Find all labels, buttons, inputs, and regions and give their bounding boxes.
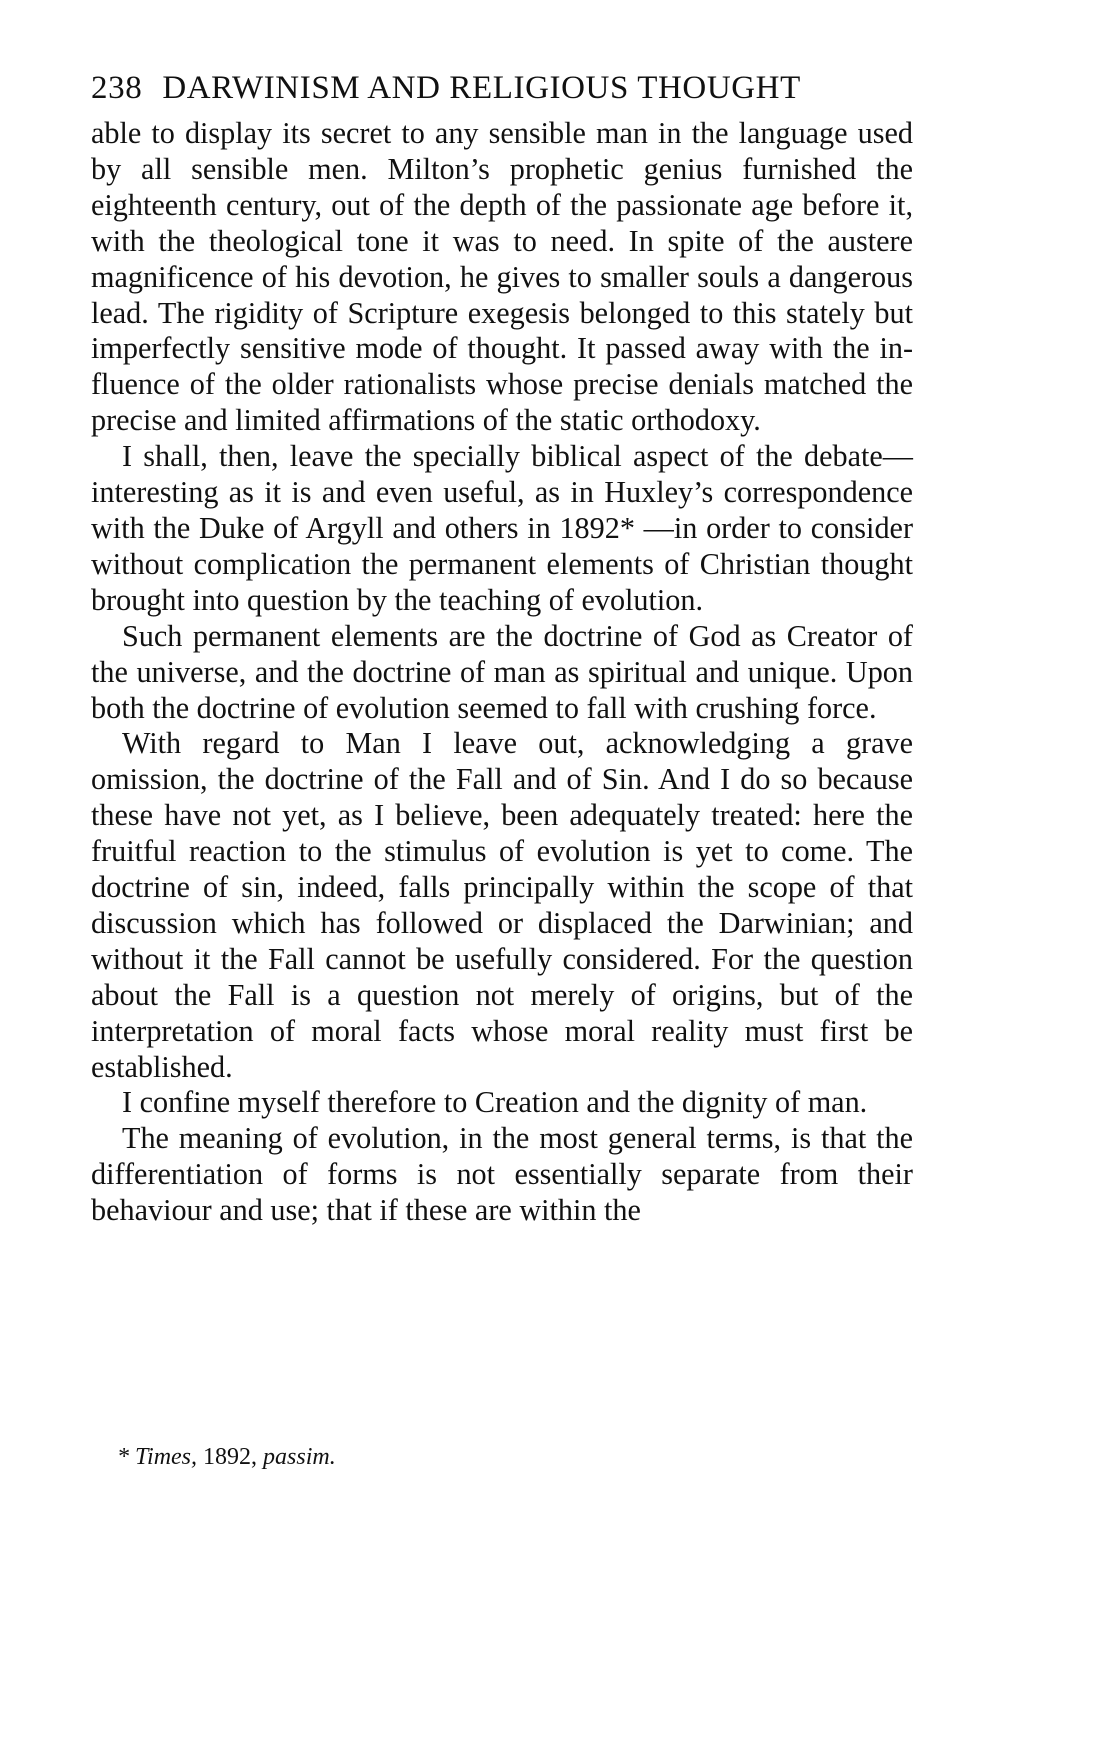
body-paragraph-permanent-elements: Such permanent elements are the doctrine of God as Creator of the universe, and the doctrine of man as spiritual and unique. Upon both the doctrine of evolution seemed to fall with crushing force. (91, 618, 913, 725)
footnote (117, 1442, 336, 1472)
body-paragraph-meaning-of-evolution: The meaning of evolution, in the most general terms, is that the differentiation of forms is not essentially separate from their behaviour and use; that if these are within the (91, 1121, 913, 1228)
footnote-source: Times, (135, 1444, 198, 1470)
footnote-year: 1892, (197, 1444, 264, 1470)
running-title: DARWINISM AND RELIGIOUS THOUGHT (162, 70, 801, 106)
footnote-note: passim. (263, 1444, 336, 1470)
running-head (91, 68, 913, 108)
body-paragraph-biblical-aspect: I shall, then, leave the specially biblical aspect of the debate—interesting as it is and even useful, as in Huxley’s correspondence with the Duke of Argyll and others in 1892* —in order to consider without complication the permanent elements of Christian thought brought into question by the teaching of evolution. (91, 439, 913, 617)
footnote-marker: * (117, 1444, 135, 1470)
body-paragraph-creation: I confine myself therefore to Creation and the dignity of man. (122, 1085, 868, 1120)
body-paragraph-continuation: able to display its secret to any sensible man in the language used by all sensible men. Milton’s prophetic genius furnished the eighteenth century, out of the depth of the passionate age before it, with the theological tone it was to need. In spite of the austere magnificence of his devotion, he gives to smaller souls a dangerous lead. The rigidity of Scripture exegesis belonged to this stately but imperfectly sensitive mode of thought. It passed away with the influence of the older rationalists whose precise denials matched the precise and limited affirmations of the static orthodoxy. (91, 116, 913, 438)
body-paragraph-fall-and-sin: With regard to Man I leave out, acknowledging a grave omission, the doctrine of the Fall and of Sin. And I do so because these have not yet, as I believe, been adequately treated: here the fruitful reaction to the stimulus of evolution is yet to come. The doctrine of sin, indeed, falls principally within the scope of that discussion which has followed or displaced the Darwinian; and without it the Fall cannot be usefully considered. For the question about the Fall is a question not merely of origins, but of the interpretation of moral facts whose moral reality must first be established. (91, 726, 913, 1084)
page-number: 238 (91, 70, 143, 106)
book-page (91, 68, 913, 1229)
